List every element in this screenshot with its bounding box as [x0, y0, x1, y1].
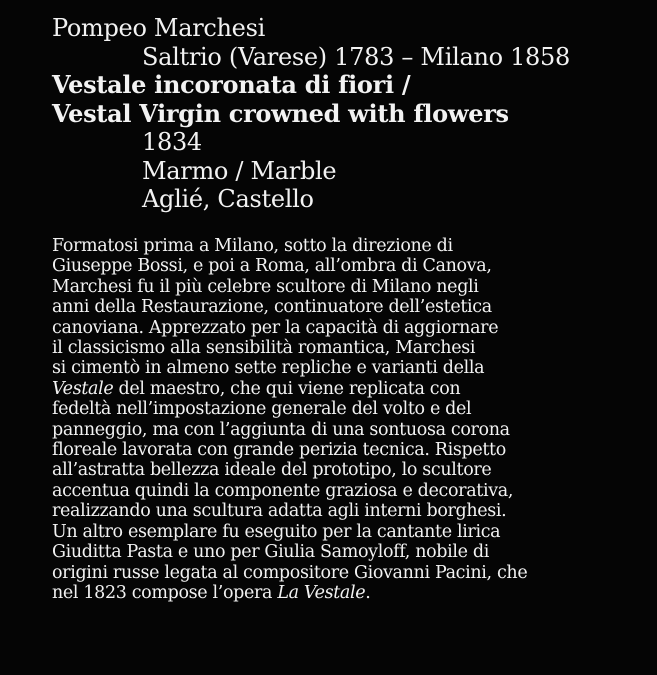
description-line: panneggio, ma con l’aggiunta di una sontuosa corona	[52, 419, 510, 440]
artwork-material: Marmo / Marble	[142, 156, 337, 185]
description-line: all’astratta bellezza ideale del prototipo, lo scultore	[52, 460, 492, 481]
description-line: anni della Restaurazione, continuatore dell’estetica	[52, 297, 492, 318]
label-description	[52, 236, 642, 603]
description-line: realizzando una scultura adatta agli interni borghesi.	[52, 501, 507, 522]
artwork-title-italian: Vestale incoronata di fiori /	[52, 70, 411, 99]
description-text: .	[365, 582, 371, 603]
emphasis-vestale: Vestale	[52, 378, 114, 399]
description-line: canoviana. Apprezzato per la capacità di aggiornare	[52, 317, 499, 338]
description-line: il classicismo alla sensibilità romantica, Marchesi	[52, 338, 476, 359]
description-line: floreale lavorata con grande perizia tecnica. Rispetto	[52, 440, 506, 461]
description-line: Giuseppe Bossi, e poi a Roma, all’ombra di Canova,	[52, 256, 492, 277]
artwork-year: 1834	[142, 128, 202, 156]
artist-life-dates: Saltrio (Varese) 1783 – Milano 1858	[142, 42, 570, 71]
artwork-location: Aglié, Castello	[142, 185, 314, 213]
description-line: Formatosi prima a Milano, sotto la direzione di	[52, 236, 453, 256]
description-line: origini russe legata al compositore Giovanni Pacini, che	[52, 562, 528, 583]
description-line: fedeltà nell’impostazione generale del volto e del	[52, 399, 472, 420]
description-line: si cimentò in almeno sette repliche e varianti della	[52, 358, 485, 379]
artist-name: Pompeo Marchesi	[52, 14, 265, 42]
description-text: del maestro, che qui viene replicata con	[113, 378, 461, 399]
description-line: accentua quindi la componente graziosa e decorativa,	[52, 480, 514, 501]
description-line: Giuditta Pasta e uno per Giulia Samoyloff, nobile di	[52, 542, 489, 563]
artwork-title-english: Vestal Virgin crowned with flowers	[52, 98, 509, 128]
description-line: Marchesi fu il più celebre scultore di Milano negli	[52, 276, 479, 297]
description-text: nel 1823 compose l’opera	[52, 582, 278, 603]
description-line: Un altro esemplare fu eseguito per la cantante lirica	[52, 521, 501, 542]
emphasis-la-vestale: La Vestale	[277, 582, 366, 603]
description-line	[52, 379, 642, 399]
description-line	[52, 583, 642, 603]
label-header	[52, 14, 642, 214]
